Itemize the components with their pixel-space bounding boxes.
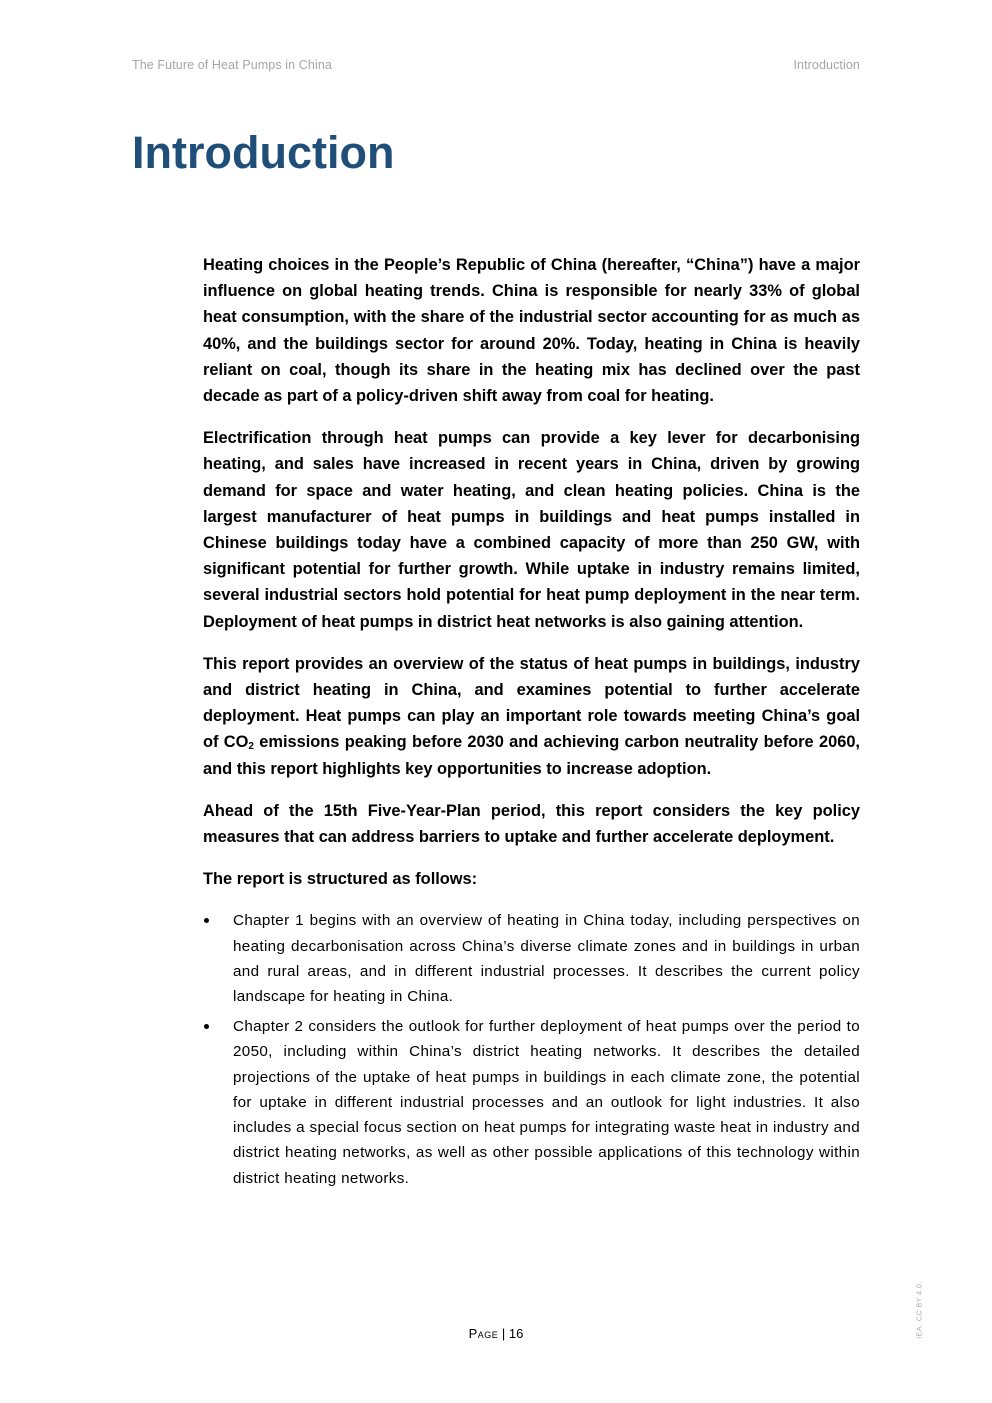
header-document-title: The Future of Heat Pumps in China xyxy=(132,58,332,72)
running-header xyxy=(132,58,860,72)
page-label: Page xyxy=(468,1326,499,1341)
bullet-icon xyxy=(204,1024,209,1029)
paragraph-3-text-end: emissions peaking before 2030 and achieving carbon neutrality before 2060, and this report highlights key opportunities to increase adoption. xyxy=(203,733,860,778)
chapter-list xyxy=(203,908,860,1190)
header-section-name: Introduction xyxy=(793,58,860,72)
paragraph-3-text-start: This report provides an overview of the status of heat pumps in buildings, industry and district heating in China, and examines potential to further accelerate deployment. Heat pumps can play an important role towards meeting China’s goal of CO xyxy=(203,654,860,752)
structure-lead-in: The report is structured as follows: xyxy=(203,870,478,889)
co2-subscript: 2 xyxy=(248,741,254,753)
main-content xyxy=(203,252,860,1196)
list-item-text: Chapter 2 considers the outlook for further deployment of heat pumps over the period to 2050, including within China’s district heating networks. It describes the detailed projections of the uptake of heat pumps in buildings in each climate zone, the potential for uptake in different industrial processes and an outlook for light industries. It also includes a special focus section on heat pumps for integrating waste heat in industry and district heating networks, as well as other possible applications of this technology within district heating networks. xyxy=(233,1018,860,1187)
list-item xyxy=(203,1014,860,1190)
list-item xyxy=(203,908,860,1009)
page-title: Introduction xyxy=(132,127,395,178)
page-footer xyxy=(0,1326,992,1341)
intro-paragraph-4: Ahead of the 15th Five-Year-Plan period, this report considers the key policy measures that can address barriers to uptake and further accelerate deployment. xyxy=(203,801,860,847)
page-number: 16 xyxy=(508,1326,524,1341)
intro-paragraph-1: Heating choices in the People’s Republic of China (hereafter, “China”) have a major influence on global heating trends. China is responsible for nearly 33% of global heat consumption, with the share of the industrial sector accounting for as much as 40%, and the buildings sector for around 20%. Today, heating in China is heavily reliant on coal, though its share in the heating mix has declined over the past decade as part of a policy-driven shift away from coal for heating. xyxy=(203,256,860,406)
intro-paragraph-2: Electrification through heat pumps can provide a key lever for decarbonising heating, and sales have increased in recent years in China, driven by growing demand for space and water heating, and clean heating policies. China is the largest manufacturer of heat pumps in buildings and heat pumps installed in Chinese buildings today have a combined capacity of more than 250 GW, with significant potential for further growth. While uptake in industry remains limited, several industrial sectors hold potential for heat pump deployment in the near term. Deployment of heat pumps in district heat networks is also gaining attention. xyxy=(203,429,860,631)
list-item-text: Chapter 1 begins with an overview of heating in China today, including perspectives on heating decarbonisation across China’s diverse climate zones and in buildings in urban and rural areas, and in different industrial processes. It describes the current policy landscape for heating in China. xyxy=(233,912,860,1006)
intro-paragraph-3 xyxy=(203,651,860,782)
page-separator: | xyxy=(498,1326,509,1341)
bullet-icon xyxy=(204,918,209,923)
license-notice: IEA. CC BY 4.0. xyxy=(916,1281,924,1339)
